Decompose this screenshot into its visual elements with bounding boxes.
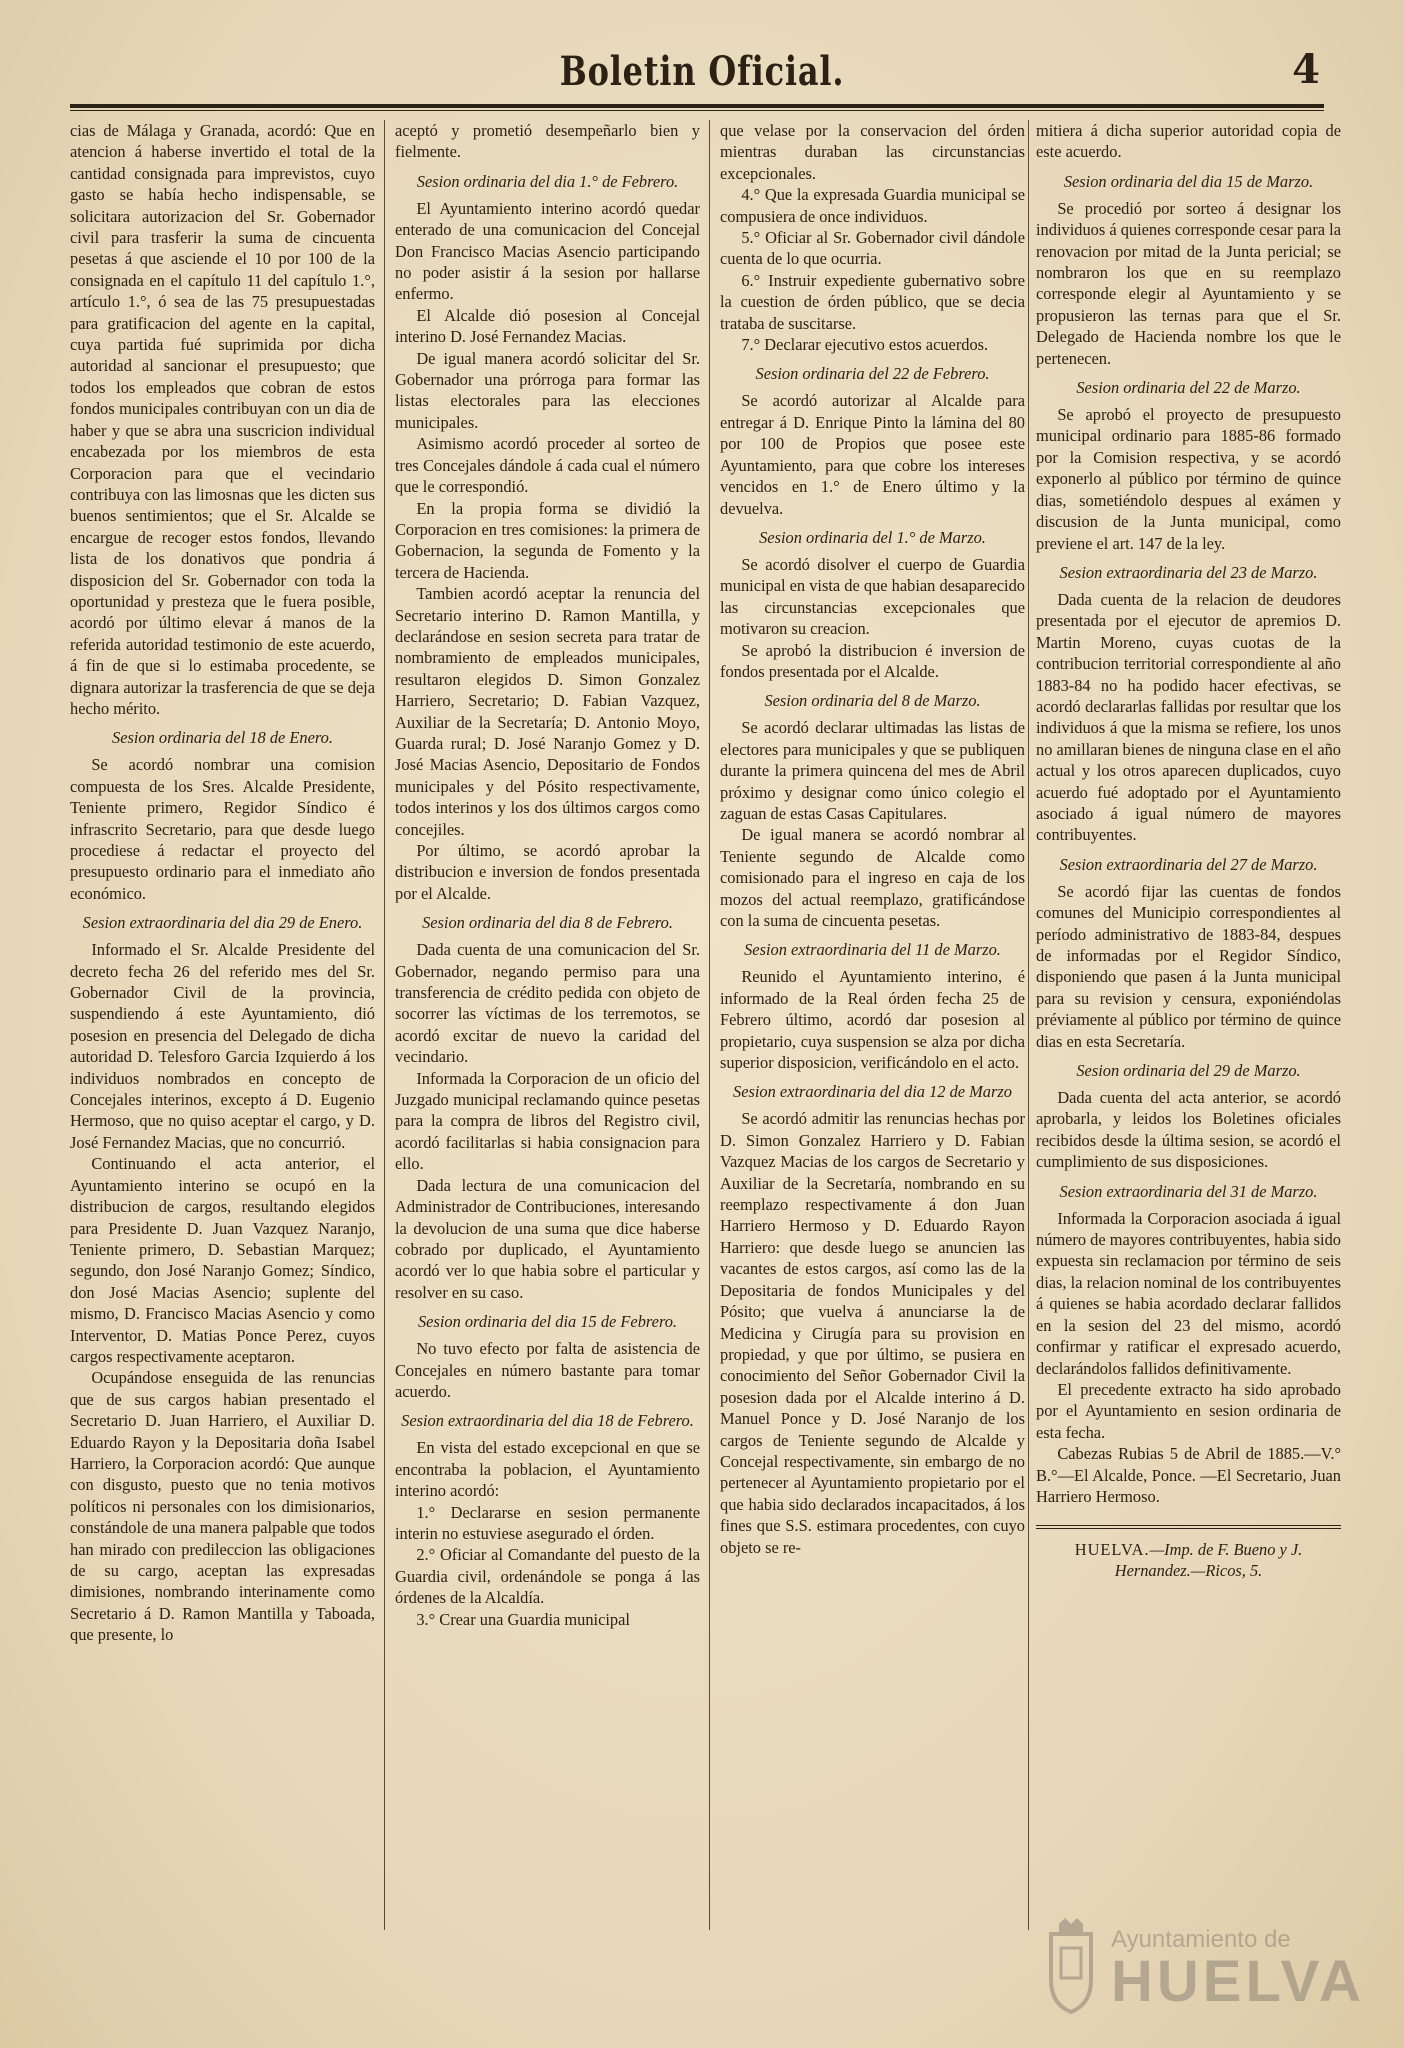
paragraph: mitiera á dicha superior autoridad copia de este acuerdo. (1036, 121, 1341, 162)
column-divider (1028, 120, 1029, 1930)
paragraph: El Alcalde dió posesion al Concejal interino D. José Fernandez Macias. (395, 305, 700, 347)
paragraph: Se acordó autorizar al Alcalde para entregar á D. Enrique Pinto la lámina del 80 por 100 de Propios que posee este Ayuntamiento, para que cobre los intereses vencidos en 1.° de Enero último y la devuelva. (720, 391, 1025, 518)
paragraph: Se acordó nombrar una comision compuesta de los Sres. Alcalde Presidente, Teniente primero, Regidor Síndico é infrascrito Secretario, para que desde luego procediese á redactar el proyecto del presupuesto ordinario para el inmediato año económico. (70, 755, 375, 903)
paragraph: De igual manera acordó solicitar del Sr. Gobernador una prórroga para formar las listas electorales para las elecciones municipales. (395, 348, 700, 432)
paragraph: que velase por la conservacion del órden mientras duraban las circunstancias excepcionales. (720, 121, 1025, 183)
watermark-line-2: HUELVA (1111, 1949, 1365, 2014)
paragraph: Continuando el acta anterior, el Ayuntamiento interino se ocupó en la distribucion de cargos, resultando elegidos para Presidente D. Juan Vazquez Naranjo, Teniente primero, D. Sebastian Marquez; segundo, don José Naranjo Gomez; Síndico, don José Macias Asencio; suplente del mismo, D. Francisco Macias Asencio y como Interventor, D. Matias Ponce Perez, cuyos cargos respectivamente aceptaron. (70, 1154, 375, 1366)
header-rule (70, 104, 1324, 111)
paragraph: 5.° Oficiar al Sr. Gobernador civil dándole cuenta de lo que ocurria. (720, 228, 1025, 269)
session-heading: Sesion ordinaria del dia 15 de Febrero. (417, 1312, 678, 1332)
paragraph: Se aprobó la distribucion é inversion de fondos presentada por el Alcalde. (720, 640, 1025, 681)
session-heading: Sesion ordinaria del 22 de Marzo. (1076, 378, 1301, 398)
paragraph: 4.° Que la expresada Guardia municipal se compusiera de once individuos. (720, 185, 1025, 226)
session-heading: Sesion extraordinaria del dia 29 de Enero. (82, 913, 363, 933)
paragraph: Se acordó declarar ultimadas las listas de electores para municipales y que se publiquen durante la primera quincena del mes de Abril próximo y designar como único colegio el zaguan de estas Casas Capitulares. (720, 718, 1025, 823)
paragraph: De igual manera se acordó nombrar al Teniente segundo de Alcalde como comisionado para el ingreso en caja de los mozos del actual reemplazo, gratificándose con la suma de cincuenta pesetas. (720, 825, 1025, 930)
session-heading: Sesion ordinaria del 22 de Febrero. (755, 364, 990, 384)
paragraph: 7.° Declarar ejecutivo estos acuerdos. (741, 335, 989, 355)
article-columns (70, 120, 1341, 1950)
paragraph: Por último, se acordó aprobar la distribucion e inversion de fondos presentada por el Alcalde. (395, 841, 700, 903)
printer-imprint (1036, 1525, 1341, 1581)
column-4 (1036, 120, 1341, 1950)
column-1 (70, 120, 375, 1950)
paragraph: Se aprobó el proyecto de presupuesto municipal ordinario para 1885-86 formado por la Comision respectiva, y se acordó exponerlo al público por término de quince dias, sometiéndolo despues al exámen y discusion de la Junta municipal, como previene el art. 147 de la ley. (1036, 405, 1341, 553)
paragraph: Informada la Corporacion asociada á igual número de mayores contribuyentes, habia sido expuesta sin reclamacion por término de seis dias, la relacion nominal de los contribuyentes á quienes se habia acordado declarar fallidos en la sesion del 23 del mismo, acordó confirmar y ratificar el expresado acuerdo, declarándolos fallidos definitivamente. (1036, 1208, 1341, 1378)
column-3 (720, 120, 1025, 1950)
paragraph: aceptó y prometió desempeñarlo bien y fielmente. (395, 121, 700, 162)
paragraph: Dada cuenta del acta anterior, se acordó aprobarla, y leidos los Boletines oficiales recibidos desde la última sesion, se acordó el cumplimiento de sus disposiciones. (1036, 1088, 1341, 1172)
session-heading: Sesion ordinaria del 29 de Marzo. (1076, 1061, 1301, 1081)
session-heading: Sesion ordinaria del 18 de Enero. (112, 728, 333, 748)
watermark-line-1: Ayuntamiento de (1111, 1926, 1291, 1953)
imprint-place: HUELVA. (1074, 1540, 1150, 1560)
session-heading: Sesion extraordinaria del 23 de Marzo. (1059, 562, 1318, 582)
city-arms-icon (1045, 1916, 1097, 2016)
masthead-title: Boletin Oficial. (559, 48, 845, 95)
paragraph: Informado el Sr. Alcalde Presidente del decreto fecha 26 del referido mes del Sr. Gobernador Civil de la provincia, suspendiendo á este Ayuntamiento, dió posesion en presencia del Delegado de dicha autoridad D. Telesforo Garcia Izquierdo á los individuos nombrados en concepto de Concejales interinos, excepto á D. Eugenio Hermoso, que no quiso aceptar el cargo, y D. José Fernandez Macias, que no concurrió. (70, 940, 375, 1152)
session-heading: Sesion extraordinaria del dia 18 de Febrero. (401, 1411, 694, 1431)
paragraph: El Ayuntamiento interino acordó quedar enterado de una comunicacion del Concejal Don Francisco Macias Asencio participando no poder asistir á la sesion por hallarse enfermo. (395, 198, 700, 304)
session-heading: Sesion ordinaria del 1.° de Marzo. (759, 527, 986, 547)
paragraph: 1.° Declararse en sesion permanente interin no estuviese asegurado el órden. (395, 1502, 700, 1543)
paragraph: Ocupándose enseguida de las renuncias que de sus cargos habian presentado el Secretario D. Juan Harriero, el Auxiliar D. Eduardo Rayon y la Depositaria doña Isabel Harriero, la Corporacion acordó: Que aunque con disgusto, puesto que no tenia motivos políticos ni personales con los dimisionarios, constándole de una manera palpable que todos han mirado con predileccion las obligaciones de su cargo, aceptan las expresadas dimisiones, nombrando interinamente como Secretario á D. Ramon Mantilla y Taboada, que presente, lo (70, 1368, 375, 1645)
paragraph: En vista del estado excepcional en que se encontraba la poblacion, el Ayuntamiento interino acordó: (395, 1438, 700, 1501)
paragraph: 6.° Instruir expediente gubernativo sobre la cuestion de órden público, que se decia trataba de suscitarse. (720, 270, 1025, 333)
session-heading: Sesion extraordinaria del 27 de Marzo. (1059, 854, 1318, 874)
watermark (1045, 1912, 1365, 2022)
paragraph: El precedente extracto ha sido aprobado por el Ayuntamiento en sesion ordinaria de esta fecha. (1036, 1379, 1341, 1442)
column-divider (384, 120, 385, 1930)
page-header (70, 40, 1334, 102)
paragraph: Cabezas Rubias 5 de Abril de 1885.—V.° B.°—El Alcalde, Ponce. —El Secretario, Juan Harriero Hermoso. (1036, 1444, 1341, 1506)
paragraph: Dada cuenta de una comunicacion del Sr. Gobernador, negando permiso para una transferencia de crédito pedida con objeto de socorrer las víctimas de los terremotos, se acordó excitar de nuevo la caridad del vecindario. (395, 940, 700, 1067)
session-heading: Sesion extraordinaria del 11 de Marzo. (744, 940, 1001, 960)
session-heading: Sesion ordinaria del dia 8 de Febrero. (422, 913, 673, 933)
column-2 (395, 120, 700, 1950)
page-number: 4 (1292, 46, 1320, 93)
session-heading: Sesion extraordinaria del dia 12 de Marzo (733, 1082, 1012, 1102)
paragraph: Se acordó admitir las renuncias hechas por D. Simon Gonzalez Harriero y D. Fabian Vazquez Macias de los cargos de Secretario y Auxiliar de la Secretaría, nombrando en su reemplazo respectivamente á don Juan Harriero Hermoso y D. Eduardo Rayon Harriero: que desde luego se anuncien las vacantes de estos cargos, así como las de la Depositaria de fondos Municipales y del Pósito; que vuelva á anunciarse la de Medicina y Cirugía para su provision en propiedad, y que por último, se pusiera en conocimiento del Señor Gobernador Civil la posesion dada por el Alcalde interino á D. Manuel Ponce y D. José Naranjo de los cargos de Teniente segundo de Alcalde y Concejal respectivamente, sin embargo de no pertenecer al Ayuntamiento propietario por el que habia sido declarados incapacitados, á los fines que S.S. estimara procedentes, con cuyo objeto se re- (720, 1109, 1025, 1557)
paragraph: No tuvo efecto por falta de asistencia de Concejales en número bastante para tomar acuerdo. (395, 1339, 700, 1401)
paragraph: 3.° Crear una Guardia municipal (416, 1609, 630, 1629)
session-heading: Sesion ordinaria del 8 de Marzo. (764, 691, 981, 711)
paragraph: Asimismo acordó proceder al sorteo de tres Concejales dándole á cada cual el número que le correspondió. (395, 434, 700, 497)
paragraph: Dada lectura de una comunicacion del Administrador de Contribuciones, interesando la devolucion de una suma que dice haberse cobrado por duplicado, el Ayuntamiento acordó ver lo que habia sobre el particular y resolver en su caso. (395, 1175, 700, 1302)
session-heading: Sesion extraordinaria del 31 de Marzo. (1059, 1181, 1318, 1201)
paragraph: Se acordó fijar las cuentas de fondos comunes del Municipio correspondientes al período administrativo de 1883-84, despues de informadas por el Regidor Síndico, disponiendo que pasen á la Junta municipal para su revision y censura, exponiéndolas préviamente al público por término de quince dias en esta Secretaría. (1036, 881, 1341, 1051)
imprint-printer: —Imp. de F. Bueno y J. Hernandez.—Ricos, 5. (1114, 1540, 1303, 1581)
paragraph: cias de Málaga y Granada, acordó: Que en atencion á haberse invertido el total de la cantidad consignada para imprevistos, cuyo gasto se había hecho indispensable, se solicitara autorizacion del Sr. Gobernador civil para trasferir la suma de cincuenta pesetas á que asciende el 10 por 100 de la consignada en el capítulo 11 del capítulo 1.°, artículo 1.°, ó sea de las 75 presupuestadas para gratificacion del agente en la capital, cuya partida fué suprimida por dicha autoridad al sancionar el presupuesto; que todos los empleados que cobran de estos fondos municipales contribuyan con un dia de haber y que se abra una suscricion individual encabezada por los miembros de esta Corporacion para que el vecindario contribuya con las limosnas que les dicten sus buenos sentimientos; que el Sr. Alcalde se encargue de recoger estos fondos, llevando lista de los donativos que pondria á disposicion del Sr. Gobernador con toda la oportunidad y presteza que le fuera posible, acordó por último elevar á manos de la referida autoridad testimonio de este acuerdo, á fin de que si lo estimaba procedente, se dignara autorizar la trasferencia de que se deja hecho mérito. (70, 121, 375, 718)
paragraph: Informada la Corporacion de un oficio del Juzgado municipal reclamando quince pesetas para la compra de libros del Registro civil, acordó facilitarlas si habia consignacion para ello. (395, 1068, 700, 1174)
session-heading: Sesion ordinaria del dia 1.° de Febrero. (416, 171, 679, 191)
column-divider (709, 120, 710, 1930)
paragraph: En la propia forma se dividió la Corporacion en tres comisiones: la primera de Gobernacion, la segunda de Fomento y la tercera de Hacienda. (395, 498, 700, 582)
paragraph: Tambien acordó aceptar la renuncia del Secretario interino D. Ramon Mantilla, y declarándose en sesion secreta para tratar de nombramiento de empleados municipales, resultaron elegidos D. Simon Gonzalez Harriero, Secretario; D. Fabian Vazquez, Auxiliar de la Secretaría; D. Antonio Moyo, Guarda rural; D. José Naranjo Gomez y D. José Macias Asencio, Depositario de Fondos municipales y del Pósito respectivamente, todos interinos y los dos últimos cargos como concejiles. (395, 584, 700, 839)
paragraph: 2.° Oficiar al Comandante del puesto de la Guardia civil, ordenándole se ponga á las órdenes de la Alcaldía. (395, 1545, 700, 1608)
paragraph: Dada cuenta de la relacion de deudores presentada por el ejecutor de apremios D. Martin Moreno, cuyas cuotas de la contribucion territorial correspondiente al año 1883-84 no ha podido hacer efectivas, se acordó declararlas fallidas por resultar que los individuos á que la misma se refiere, los unos no amillaran bienes de ninguna clase en el año actual y los otros aparecen duplicados, cuyo acuerdo fué adoptado por el Ayuntamiento asociado á igual número de mayores contribuyentes. (1036, 589, 1341, 845)
paragraph: Reunido el Ayuntamiento interino, é informado de la Real órden fecha 25 de Febrero último, acordó dar posesion al propietario, cuya suspension se alza por dicha superior disposicion, verificándolo en el acto. (720, 967, 1025, 1073)
session-heading: Sesion ordinaria del dia 15 de Marzo. (1063, 171, 1314, 191)
paragraph: Se procedió por sorteo á designar los individuos á quienes corresponde cesar para la renovacion por mitad de la Junta pericial; se nombraron los que en su reemplazo corresponde elegir al Ayuntamiento y se propusieron las ternas para que el Sr. Delegado de Hacienda nombre los que le pertenecen. (1036, 198, 1341, 368)
paragraph: Se acordó disolver el cuerpo de Guardia municipal en vista de que habian desaparecido las circunstancias excepcionales que motivaron su creacion. (720, 554, 1025, 639)
